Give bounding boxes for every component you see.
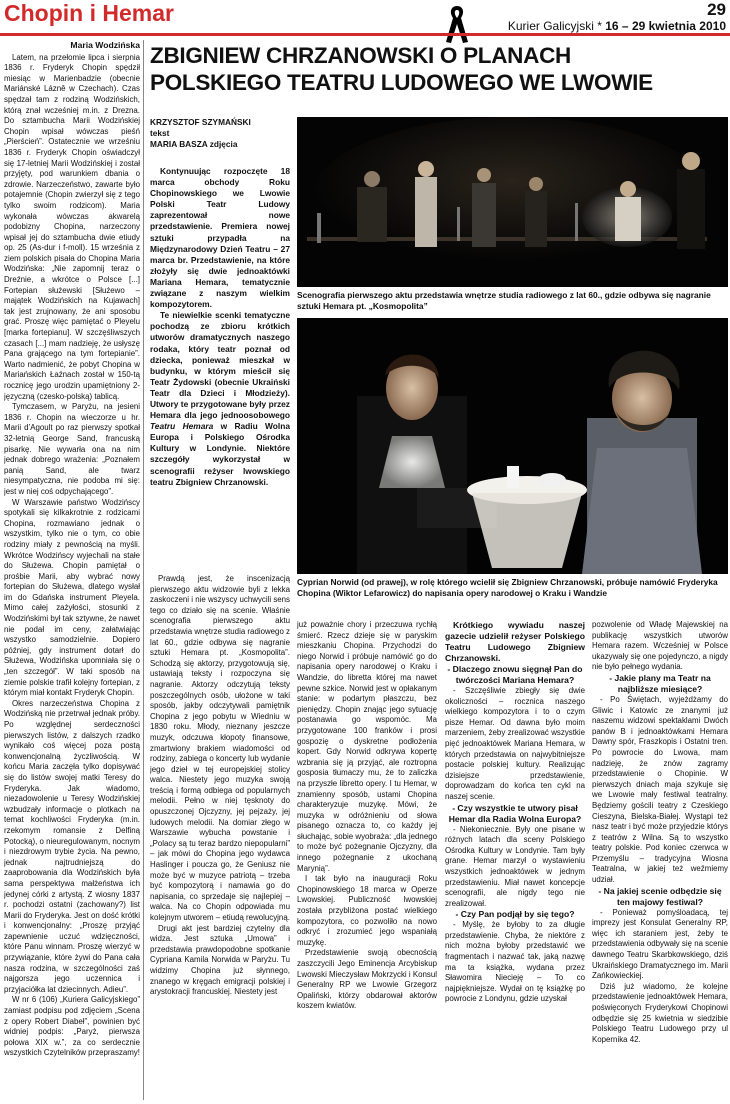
- article-credits: [150, 117, 290, 150]
- photo-radio-studio-image: [297, 117, 728, 287]
- page-number: 29: [707, 0, 726, 19]
- interview-question: - Dlaczego znowu sięgnął Pan do twórczości Mariana Hemara?: [447, 664, 583, 685]
- interview-answer: - Myślę, że byłoby to za długie przedstawienie. Chyba, że niektóre z nich można byłoby przedstawić we fragmentach i nazwać tak, jaką nazwę ma ta książka, wydana przez Sławomira Niecieję – To co najpiękniejsze. Wydał on tę książkę po powrocie z Londynu, gdzie uzyskał: [445, 920, 585, 1004]
- left-column-heading: Maria Wodzińska: [70, 40, 140, 50]
- left-paragraph: W nr 6 (106) „Kuriera Galicyjskiego” zamiast podpisu pod zdjęciem „Scena z opery Robert Diabeł”, powinien być widniej podpis: „Paryż, pierwsza połowa XIX w.”, za co serdecznie wszystkich Czytelników przepraszamy!: [4, 995, 140, 1058]
- lead-paragraph: Kontynuując rozpoczęte 18 marca obchody Roku Chopinowskiego we Lwowie Polski Teatr Ludowy zaprezentował nowe przedstawienie. Premiera nowej sztuki przypadła na Międzynarodowy Dzień Teatru – 27 marca br. Przedstawienie, na które złożyły się dwie jednoaktówki Mariana Hemara, tematycznie związane z naszym wielkim kompozytorem.: [150, 166, 290, 310]
- article-headline: [150, 42, 728, 96]
- body-paragraph: pozwolenie od Władę Majewskiej na publikację wszystkich utworów Hemara razem. Wcześniej w Polsce ukazywały się one pojedynczo, a nigdy nie było pełnego wydania.: [592, 620, 728, 672]
- interview-answer: - Po Świętach, wyjeżdżamy do Gliwic i Katowic ze znanymi już naszemu widzowi spektaklami Dwóch panów B i jednoaktówkami Hemara Dawny spór, Fraszkopis i Ostatni tren. Po powrocie do Lwowa, mam nadzieję, że znów zagramy przedstawienie o Chopinie. W pierwszych dniach maja szykuje się we Lwowie mały festiwal teatralny. Będziemy gościli teatry z Czeskiego Cieszyna, Bielska-Białej. Wystąpi też nasz teatr i być może przyjedzie którys z teatrów z Wilna. Są to wszystko teatry polskie. Pod koniec czerwca w Przemyślu – tradycyjna Wiosna Teatralna, w jakiej też weźmiemy udział.: [592, 694, 728, 885]
- interview-question: - Czy wszystkie te utwory pisał Hemar dla Radia Wolna Europa?: [448, 802, 582, 824]
- paper-separator: *: [597, 19, 602, 33]
- interview-question: - Jakie plany ma Teatr na najbliższe miesiące?: [609, 672, 711, 694]
- body-paragraph: Prawdą jest, że inscenizacją pierwszego aktu widzowie byli z lekka zaskoczeni i nie wszyscy uchwycili sens tego co działo się na scenie. Właśnie scenografia pierwszego aktu przedstawia wnętrze studia radiowego z lat 60., gdzie odbywa się nagranie sztuki Hemara pt. „Kosmopolita”. Schodzą się aktorzy, przygotowują się, ustawiają teksty i rozpoczyna się nagranie. Aktorzy odczytują teksty poszczególnych osób, ułożone w taki sposób, jakby odczytywali pamiętnik Chopina z jego pobytu w Wiedniu w 1830 roku. Młody, nieznany jeszcze muzyk, odczuwa kłopoty finansowe, zmartwiony brakiem wiadomości od rodziny, zabiega o koncerty lub wydanie jego dzieł w tej europejskiej stolicy walca. Niestety jego muzyka swoją treścią i formą odbiega od popularnych melodii. Pełno w niej tęsknoty do opuszczonej Ojczyzny, jej pejzaży, jej ludowych melodii. Na domiar złego w Warszawie wybucha powstanie i „Polacy są tu teraz bardzo niepopularni” – jak mówi do Chopina jego wydawca Haslinger i poucza go, że Geniusz nie może być w muzyce patriotą – trzeba być kompozytorą i namawia go do napisania, co sprzedaje się najlepiej – walca. Na co Chopin odpowiada mu kolejnym utworem – etiudą rewolucyjną.: [150, 574, 290, 922]
- photographer-line: MARIA BASZA zdjęcia: [150, 139, 238, 149]
- lead-text: w Radiu Wolna Europa i Polskiego Ośrodka Kultury w Londynie. Niektóre szczegóły wykorzystał w scenografii reżyser lwowskiego teatru Zbigniew Chrzanowski.: [150, 421, 290, 487]
- lead-paragraph: [150, 310, 290, 488]
- photo-norwid-chopin-image: [297, 318, 728, 574]
- interview-answer: - Szczęśliwie zbiegły się dwie okoliczności – rocznica naszego wielkiego kompozytora i to o czym pisze Hemar. Od dawna było moim marzeniem, żeby zrealizować wszystkie pięć jednoaktówek Mariana Hemara, w których przedstawia on najwybitniejsze postacie polskiej kultury. Realizując dzisiejsze przedstawienie, doprowadzam do końca ten cykl na naszej scenie.: [445, 686, 585, 801]
- author-role: tekst: [150, 128, 170, 138]
- article-body-column-3: [445, 620, 585, 1100]
- issue-dates: 16 – 29 kwietnia 2010: [605, 19, 726, 33]
- photo-norwid-chopin: [297, 318, 728, 574]
- interview-question: - Na jakiej scenie odbędzie się ten majowy festiwal?: [598, 885, 722, 907]
- photo-radio-studio: [297, 117, 728, 287]
- body-paragraph: już poważnie chory i przeczuwa rychłą śmierć. Rzecz dzieje się w paryskim mieszkaniu Chopina. Przychodzi do niego Norwid i próbuje namówić go do napisania opery narodowej o Kraku i Wandzie, do libretta której ma nawet pewne szkice. Norwid jest w opłakanym stanie: w podartym płaszczu, bez pieniędzy. Chopin znając jego sytuację postanawia go wspomóc. Ma przygotowane 100 franków i prosi gospozię o dyskretne podłożenia kopert. Gdy Norwid odkrywa kopertę wzbrania się ją przyjąć, ale roztropna gosposia tłumaczy mu, że to zaliczka na przyszłe libretto opery. I tu Hemar, w znamienny sposób, ustami Chopina charakteryzuje muzykę. Mówi, że muzyka w odróżnieniu od słowa pisanego oznacza to, co każdy jej słuchając, sobie wyobraża: „dla jednego to może być pożegnanie Ojczyzny, dla innego pożegnanie z ukochaną Marynią”.: [297, 620, 437, 873]
- left-paragraph: Okres narzeczeństwa Chopina z Wodzińską nie przetrwał jednak próby. Po względnej serdeczności pierwszych listów, z dalszych rzadko wynikało coś więcej poza postą konwencjonalną życzliwością. W końcu Maria zaczęła tylko dopisywać się do listów swojej matki Teresy do Fryderyka. Jak wiadomo, niezadowolenie u Teresy Wodzińskiej wzbudzały informacje o plotkach na temat kochliwości Fryderyka (m.in. rzekomym romansie z Delfiną Potocką), o nieuregulowanym, nocnym i niezdrowym trybie życia. Na pewno, jednak najtrudniejszą do zaaprobowania dla Wodzińskich była sama perspektywa małżeństwa ich jedynej córki z artystą. Z wiosny 1837 r. pochodzi ostatni (zachowany?) list Marii do Fryderyka. Jest on dość krótki i konwencjonalny: „Proszę przyjąć zapewnienie uczuć wdzięczności, które Panu winnam. Proszę wierzyć w przywiązanie, które żywi do Pana cała nasza rodzina, w szczególności zaś najgorsza jego uczennica i przyjaciółka lat dziecinnych. Adieu”.: [4, 698, 140, 994]
- body-paragraph: Drugi akt jest bardziej czytelny dla widza. Jest sztuka „Umowa” i przedstawia prawdopodobne spotkanie Cypriana Kamila Norwida w Paryżu. Tu widzimy Chopina już słynnego, znanego w kręgach emigracji polskiej i arystokracji francuskiej. Niestety jest: [150, 923, 290, 997]
- interview-question: - Czy Pan podjął by się tego?: [455, 909, 575, 920]
- body-paragraph: Przedstawienie swoją obecnością zaszczycili Jego Eminencja Arcybiskup Lwowski Mieczysław Mokrzycki i Konsul Generalny RP we Lwowie Grzegorz Opaliński, którzy obdarował aktorów koszem kwiatów.: [297, 948, 437, 1011]
- lead-text: Te niewielkie scenki tematyczne pochodzą ze zbioru krótkich utworów dramatycznych naszego rodaka, który teatr poznał od dziecka, ponieważ mieszkał w budynku, w którym mieścił się Teatr Żydowski (obecnie Ukraiński Teatr dla Dzieci i Młodzieży). Utwory te przygotowane były przez Hemara dla jego jednoosobowego: [150, 310, 290, 421]
- interview-answer: - Ponieważ pomyśloadacą, tej imprezy jest Konsulat Generalny RP, więc ich staraniem jest, żeby te przedstawienia odbywały się na scenie dawnego Teatru Skarbkowskiego, dziś Ukraińskiego Dramatycznego im. Marii Zańkowieckiej.: [592, 907, 728, 981]
- interview-intro: Krótkiego wywiadu naszej gazecie udzielił reżyser Polskiego Teatru Ludowego Zbigniew Chrzanowski.: [445, 620, 585, 663]
- left-column-article: [4, 40, 140, 1100]
- article-lead: [150, 166, 290, 556]
- column-divider: [143, 40, 144, 1100]
- left-paragraph: Latem, na przełomie lipca i sierpnia 1836 r. Fryderyk Chopin spędził miesiąc w Marienbadzie (obecnie Mariánské Lázně w Czechach). Czas spędzał tam z rodziną Wodzińskich, którą znał wcześniej m.in. z Drezna. Do sztambucha Marii Wodzińskiej Chopin wpisał wówczas pieśń „Pierścień”. Ostatecznie we wrześniu 1836 r. Fryderyk Chopin oświadczył się 17-letniej Marii Wodzińskiej i został przyjęty, pod warunkiem dbania o zdrowie. Narzeczeństwo, zawarte było potajemnie (Chopin zwierzył się z tego tylko swoim rodzicom). Maria wykonała wówczas akwarelą podobizny Chopina, narzeczony wpisał jej do sztambucha dwie etiudy op. 25 (As-dur i f-moll). 15 września z ziem polskich pisała do Chopina Maria Wodzińska: „Nie zapomnij teraz o Dreźnie, a wkrótce o Polsce [...] Fortepian służewski [Służewo – majątek Wodzińskich na Kujawach] tak jest zrujnowany, że ani sposobu grać. Proszę więc pamiętać o Pleyelu [marka fortepianu]. W szczęśliwszych czasach [...] mam nadzieję, że usłyszę Pana grającego na tym fortepianie”. Warto nadmienić, że pobyt Chopina w Mariańskich Łaźnach został w 150-tą rocznicę jego urodzin upamiętniony 2-języczną (czesko-polską) tablicą.: [4, 52, 140, 401]
- article-body-column-4: [592, 620, 728, 1100]
- headline-line-1: ZBIGNIEW CHRZANOWSKI O PLANACH: [150, 43, 571, 68]
- lead-emphasis: Teatru Hemara: [150, 421, 214, 432]
- mourning-ribbon-icon: [442, 2, 472, 44]
- body-paragraph: Dziś już wiadomo, że kolejne przedstawienie jednoaktówek Hemara, poświęconych Fryderykowi Chopinowi odbędzie się 25 kwietnia w siedzibie Polskiego Teatru Ludowego przy ul Kopernika 42.: [592, 981, 728, 1044]
- interview-answer: - Niekoniecznie. Były one pisane w różnych latach dla sceny Polskiego Ośrodka Kultury w Londynie. Tam były grane. Hemar marzył o wystawieniu wszystkich jednoaktówek w jednym przedstawieniu. Miał nawet koncepcje scenografii, ale nigdy tego nie zrealizował.: [445, 824, 585, 908]
- left-paragraph: W Warszawie państwo Wodzińscy spotykali się kilkakrotnie z rodzicami Chopina, rozmawiano jednak o wszystkim, tylko nie o tym, co obie rodziny miały z pewnością na myśli. Wkrótce Wodzińscy wyjechali na stałe do Służewa. Chopin pamiętał o prośbie Marii, aby wybrać nowy fortepian do Służewa, dlatego wysłał im do Gdańska instrument Pleyela. Mimo całej zażyłości, stosunki z Wodzińskimi był tak sztywne, że nawet nie podał im ceny, załatwiając wszystko samodzielnie. Dopiero później, gdy instrument dotarł do Służewa, Wodzińska upomniała się o „ten szczegół”. W taki sposób na ziemie polskie trafił kolejny fortepian, z którym miał kontakt Fryderyk Chopin.: [4, 497, 140, 698]
- paper-name: Kurier Galicyjski: [507, 19, 594, 33]
- article-body-column-1: [150, 574, 290, 1100]
- author-name: KRZYSZTOF SZYMAŃSKI: [150, 117, 251, 127]
- headline-line-2: POLSKIEGO TEATRU LUDOWEGO WE LWOWIE: [150, 70, 653, 95]
- section-title: Chopin i Hemar: [4, 0, 174, 26]
- masthead-issue: [508, 19, 726, 33]
- photo-caption-2: Cyprian Norwid (od prawej), w rolę którego wcielił się Zbigniew Chrzanowski, próbuje namówić Fryderyka Chopina (Wiktor Lefarowicz) do napisania opery narodowej o Kraku i Wandzie: [297, 577, 718, 598]
- left-paragraph: Tymczasem, w Paryżu, na jesieni 1836 r. Chopin na wieczorze u hr. Marii d’Agoult po raz pierwszy spotkał 32-letnią George Sand, francuską pisarkę. Nie wywarła ona na nim jednak dobrego wrażenia: „Poznałem panią Sand, ale twarz niesympatyczna, nie podoba mi się: jest w niej coś odpychającego”.: [4, 402, 140, 496]
- article-body-column-2: [297, 620, 437, 1100]
- photo-caption-1: Scenografia pierwszego aktu przedstawia wnętrze studia radiowego z lat 60., gdzie odbywa się nagranie sztuki Hemara pt. „Kosmopolita”: [297, 290, 711, 311]
- body-paragraph: I tak było na inauguracji Roku Chopinowskiego 18 marca w Operze Lwowskiej. Publiczność lwowskiej została przybliżona postać wielkiego kompozytora, co pozwoliło na nowo odkryć i zrozumieć jego wspaniałą muzykę.: [297, 874, 437, 947]
- header-rule: [0, 33, 730, 36]
